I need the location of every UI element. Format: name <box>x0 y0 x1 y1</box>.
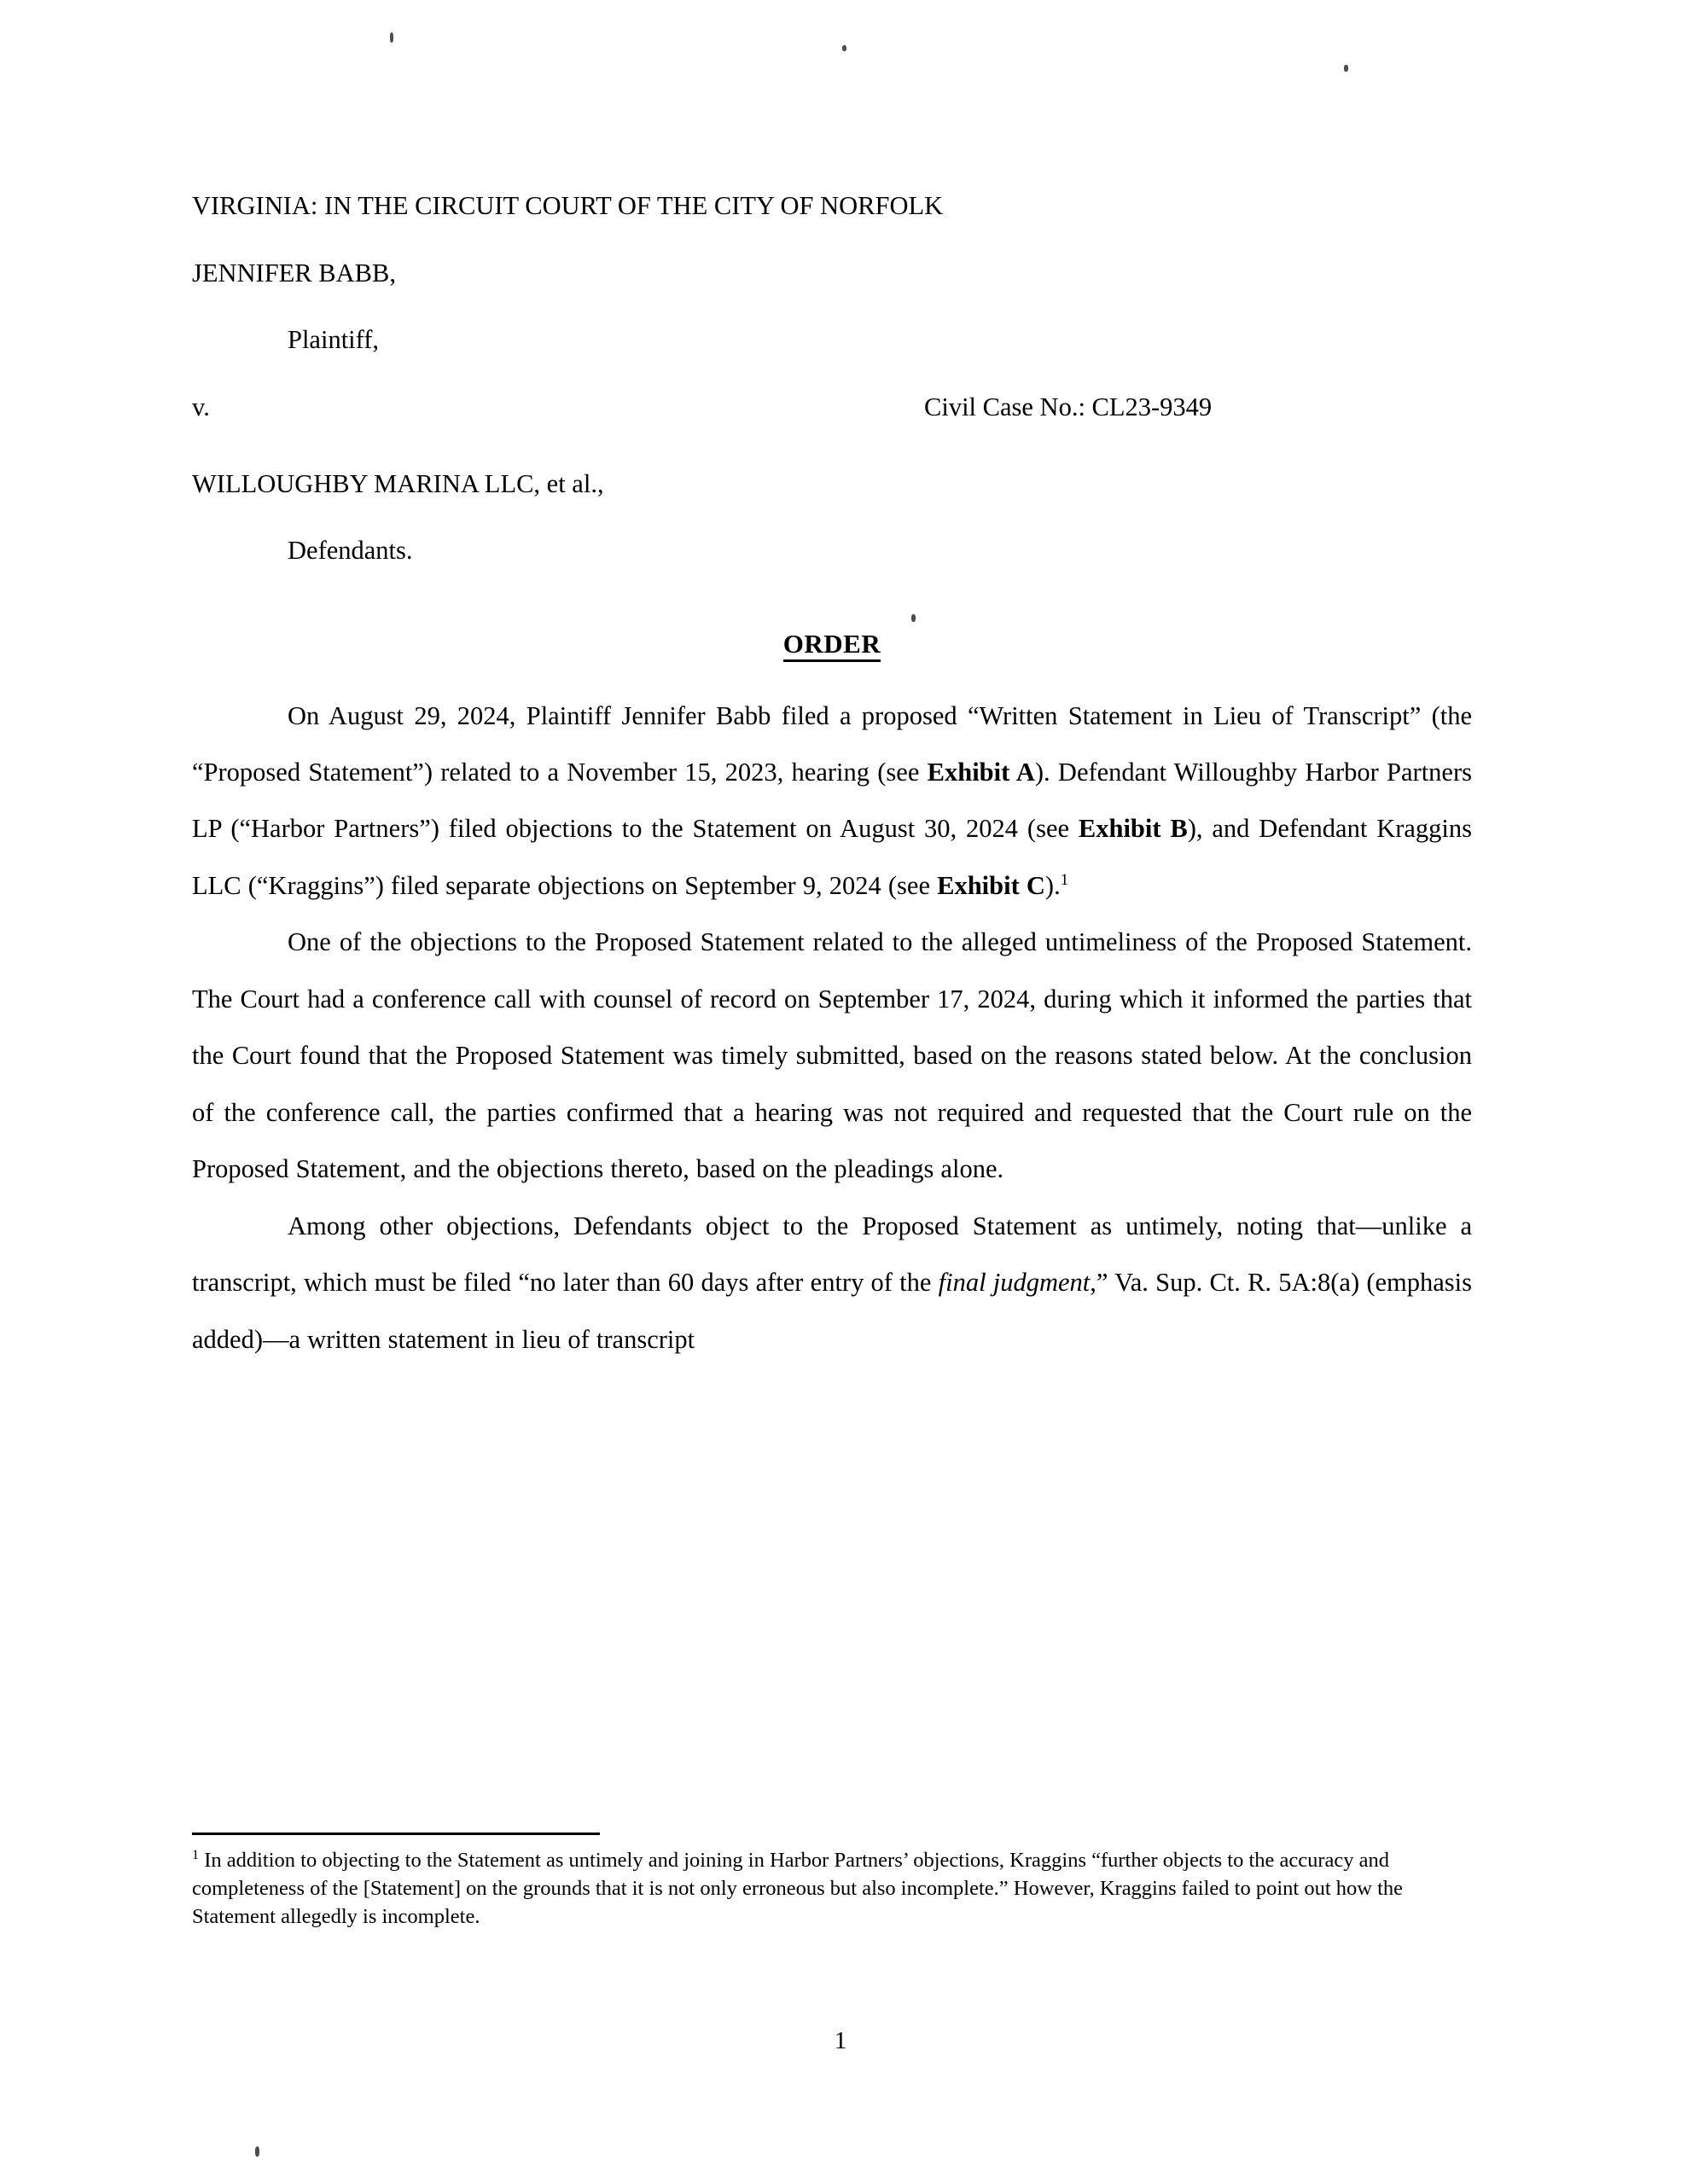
scan-speckle <box>842 45 846 51</box>
versus-label: v. <box>192 392 210 421</box>
defendant-role: Defendants. <box>288 536 413 565</box>
footnote-one <box>192 1847 1472 1931</box>
footnote-body-text: In addition to objecting to the Statement as untimely and joining in Harbor Partners’ objections, Kraggins “further objects to the accuracy and completeness of the [Statement] on the grounds that it is not only erroneous but also incomplete.” However, Kraggins failed to point out how the Statement allegedly is incomplete. <box>192 1849 1404 1928</box>
spacer <box>192 353 1472 394</box>
p1-segment-4: ). <box>1044 870 1061 900</box>
p3-italic-final-judgment: final judgment <box>938 1268 1091 1298</box>
page-number: 1 <box>834 2027 847 2054</box>
paragraph-three <box>192 1198 1472 1368</box>
footnote-area <box>192 1833 1472 1931</box>
spacer <box>192 219 1472 260</box>
p1-segment-2: ). Defendant Willoughby Harbor Partners LP (“Harbor Partners”) filed objections to the Statement on August 30, 2024 (see <box>192 757 1472 844</box>
defendant-name: WILLOUGHBY MARINA LLC, et al., <box>192 468 604 498</box>
scan-speckle <box>390 32 393 43</box>
p1-exhibit-c: Exhibit C <box>937 870 1045 900</box>
paragraph-one <box>192 688 1472 915</box>
plaintiff-role: Plaintiff, <box>288 325 380 354</box>
p1-segment-1: On August 29, 2024, Plaintiff Jennifer Babb filed a proposed “Written Statement in Lieu of Transcript” (the “Proposed Statement”) related to a November 15, 2023, hearing (see <box>192 700 1472 787</box>
plaintiff-name: JENNIFER BABB, <box>192 258 396 288</box>
spacer <box>192 430 1472 471</box>
paragraph-two: One of the objections to the Proposed Statement related to the alleged untimeliness of the Proposed Statement. The Court had a conference call with counsel of record on September 17, 2024, during which it informed the parties that the Court found that the Proposed Statement was timely submitted, based on the reasons stated below. At the conclusion of the conference call, the parties confirmed that a hearing was not required and requested that the Court rule on the Proposed Statement, and the objections thereto, based on the pleadings alone. <box>192 927 1472 1184</box>
document-body <box>192 193 1472 1368</box>
versus-row <box>192 394 1472 430</box>
spacer <box>192 497 1472 537</box>
case-number: Civil Case No.: CL23-9349 <box>924 392 1213 421</box>
spacer <box>192 286 1472 327</box>
spacer <box>192 564 1472 630</box>
court-heading: VIRGINIA: IN THE CIRCUIT COURT OF THE CITY OF NORFOLK <box>192 191 944 220</box>
scan-speckle <box>255 2146 259 2157</box>
p1-exhibit-b: Exhibit B <box>1078 814 1188 844</box>
p3-segment-2: ,” Va. Sup. Ct. R. 5A:8(a) (emphasis added)—a written statement in lieu of transcript <box>192 1268 1473 1354</box>
footnote-reference-1[interactable]: 1 <box>1060 870 1069 889</box>
p1-segment-3: ), and Defendant Kraggins LLC (“Kraggins”) filed separate objections on September 9, 2024 (see <box>192 814 1473 900</box>
p1-exhibit-a: Exhibit A <box>927 757 1035 787</box>
order-title-text: ORDER <box>783 629 881 662</box>
footnote-number: 1 <box>192 1847 200 1862</box>
page-title <box>192 630 1472 657</box>
footnote-separator-rule <box>192 1833 600 1835</box>
scan-speckle <box>1344 65 1348 72</box>
p3-segment-1: Among other objections, Defendants object to the Proposed Statement as untimely, noting that—unlike a transcript, which must be filed “no later than 60 days after entry of the <box>192 1211 1472 1298</box>
